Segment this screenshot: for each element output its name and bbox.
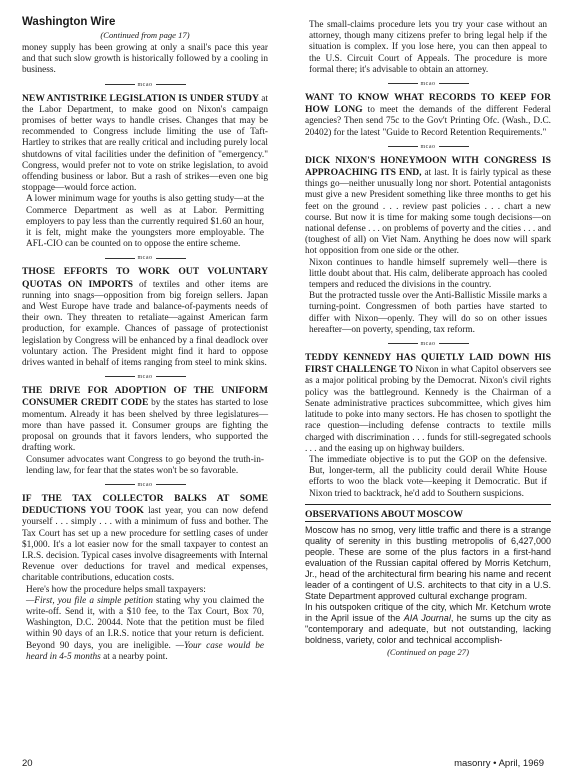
section-kennedy-p2: The immediate objective is to put the GOP on the defensive. But, longer-term, all the publicity could derail White House efforts to woo the black vote—keeping it Democratic. But if Nixon tried to backtrack, he'd add to Southern suspicions. xyxy=(309,454,547,499)
section-records-head: WANT TO KNOW WHAT RECORDS TO KEEP FOR HOW LONG xyxy=(305,92,551,116)
ornament: mcao xyxy=(305,341,551,348)
section-nixon-p3: But the protracted tussle over the Anti-Ballistic Missile marks a turning-point. Congressmen of both parties have started to differ with Nixon—openly. They will do so on other issues hereafter—on poverty, spending, tax reform. xyxy=(309,291,547,335)
page-number: 20 xyxy=(22,758,33,769)
section-kennedy: TEDDY KENNEDY HAS QUIETLY LAID DOWN HIS FIRST CHALLENGE TO Nixon in what Capitol observers see as a major political probing by the Democrat. Nixon's civil rights policy was the battleground. Kennedy is the Chairman of a Senate administrative practices subcommittee, which gives him latitude to poke into many sectors. He has chosen to spotlight the race question—including defense contracts to textile mills charged with discrimination . . . funds for still-segregated schools . . . and the easing up on highway builders. xyxy=(305,352,551,454)
section-nixon-p2: Nixon continues to handle himself supremely well—there is little doubt about that. His calm, deliberate approach has cooled tempers and reduced the divisions in the country. xyxy=(309,257,547,291)
right-intro: The small-claims procedure lets you try your case without an attorney, though many citizens prefer to bring legal help if the situation is complex. If you lose here, you can then appeal to the U.S. Circuit Court of Appeals. The procedure is more formal there; it's advisable to obtain an attorney. xyxy=(309,20,547,75)
section-antistrike: NEW ANTISTRIKE LEGISLATION IS UNDER STUDY at the Labor Department, to make good on Nixon's campaign promises of better ways to handle crises. Changes that may be recommended to Congress include limiting the use of Taft-Hartley to strikes that are really critical and including purely local shutdowns of vital facilities under the definition of "emergency." Congress, would prefer not to vote on strike legislation, to avoid offending business or labor. But a rash of strikes—even one big stoppage—would force action. xyxy=(22,92,268,194)
section-moscow-head: OBSERVATIONS ABOUT MOSCOW xyxy=(305,509,551,522)
section-quotas-head: THOSE EFFORTS TO WORK OUT VOLUNTARY QUOTAS ON IMPORTS xyxy=(22,266,268,290)
masthead: Washington Wire xyxy=(22,16,116,28)
section-nixon: DICK NIXON'S HONEYMOON WITH CONGRESS IS APPROACHING ITS END, at last. It is fairly typical as these things go—neither unusually long nor short. Potential antagonists must give a new President something like three months to get his feet on the ground . . . review past policies . . . chart a new course. But now it is time for making some tough decisions—on national defense . . . on problems of poverty and the cities . . . and (toughest of all) on Viet Nam. Anything he does now will spark hot opposition from one side or the other. xyxy=(305,154,552,257)
publication-info: masonry • April, 1969 xyxy=(454,758,544,769)
section-tax-p3: —First, you file a simple petition stating why you claimed the write-off. Send it, with a $10 fee, to the Tax Court, Box 70, Washington, D.C. 20044. Note that the petition must be filed within 90 days of an I.R.S. notice that your return is deficient. Beyond 90 days, you are ineligible. —Your case would be heard in 4-5 months at a nearby point. xyxy=(26,595,265,662)
ornament: mcao xyxy=(22,82,268,89)
continued-from: (Continued from page 17) xyxy=(100,30,190,40)
section-tax: IF THE TAX COLLECTOR BALKS AT SOME DEDUCTIONS YOU TOOK last year, you can now defend yourself . . . simply . . . with a minimum of fuss and bother. The Tax Court has set up a new procedure for settling cases of under $1,000. It's a lot easier now for the small taxpayer to contest an I.R.S. decision. Typical cases involve disagreements with Internal Revenue over deductions for travel and medical expenses, charitable contributions, education costs. xyxy=(22,492,268,584)
section-antistrike-p2: A lower minimum wage for youths is also getting study—at the Commerce Department as well as at Labor. Permitting employers to pay less than the currently required $1.60 an hour, it is felt, might make the youngsters more employable. The AFL-CIO can be counted on to oppose the entire scheme. xyxy=(26,194,264,250)
ornament: mcao xyxy=(22,255,268,262)
section-moscow-body: Moscow has no smog, very little traffic and there is a strange quality of serenity in this bustling metropolis of 6,427,000 people. These are some of the plus factors in a first-hand evaluation of the Russian capital offered by Morris Ketchum, Jr., head of the architectural firm bearing his name and recent leader of a contingent of U.S. architects to that city in a U.S. State Department approved cultural exchange program. xyxy=(305,524,551,601)
section-quotas: THOSE EFFORTS TO WORK OUT VOLUNTARY QUOTAS ON IMPORTS of textiles and other items are running into snags—opposition from big foreign sellers. Japan and West Europe have trade and balance-of-payments needs of their own. They threaten to retaliate—against American farm production, for example. Chances of passage of protectionist legislation by Congress will be enhanced by a final deadlock over voluntary action. The President might find it hard to oppose drives wanted in behalf of items ranging from steel to mink skins. xyxy=(22,266,268,369)
section-kennedy-head: TEDDY KENNEDY HAS QUIETLY LAID DOWN HIS FIRST CHALLENGE TO xyxy=(305,352,551,376)
ornament: mcao xyxy=(305,144,551,151)
ornament: mcao xyxy=(22,374,268,381)
section-tax-head: IF THE TAX COLLECTOR BALKS AT SOME DEDUCTIONS YOU TOOK xyxy=(22,492,268,517)
section-credit-code-p2: Consumer advocates want Congress to go beyond the truth-in-lending law, for fear that the states won't be so favorable. xyxy=(26,454,264,476)
section-nixon-head: DICK NIXON'S HONEYMOON WITH CONGRESS IS APPROACHING ITS END, xyxy=(305,154,551,179)
section-credit-code-head: THE DRIVE FOR ADOPTION OF THE UNIFORM CONSUMER CREDIT CODE xyxy=(22,385,268,409)
left-column xyxy=(22,16,268,663)
continued-to: (Continued on page 27) xyxy=(387,646,469,657)
right-column xyxy=(305,20,551,658)
ornament: mcao xyxy=(305,81,551,88)
left-intro: money supply has been growing at only a snail's pace this year and that such slow growth is historically followed by a cooling in business. xyxy=(22,43,268,76)
section-credit-code: THE DRIVE FOR ADOPTION OF THE UNIFORM CONSUMER CREDIT CODE by the states has started to lose momentum. Already it has been shelved by three legislatures—more than have passed it. Consumer groups are fighting the proposal on grounds that it favors lenders, who supported the drafting work. xyxy=(22,385,269,454)
section-antistrike-head: NEW ANTISTRIKE LEGISLATION IS UNDER STUDY xyxy=(22,92,259,104)
section-records: WANT TO KNOW WHAT RECORDS TO KEEP FOR HOW LONG to meet the demands of the different Federal agencies? Then send 75c to the Gov't Printing Ofc. (Wash., D.C. 20402) for the latest "Guide to Record Retention Requirements." xyxy=(305,92,551,138)
section-rule xyxy=(305,504,551,505)
section-tax-p2: Here's how the procedure helps small taxpayers: xyxy=(26,584,206,595)
section-moscow-p2: In his outspoken critique of the city, which Mr. Ketchum wrote in the April issue of the AIA Journal, he sums up the city as "contemporary and adequate, but not outstanding, lacking boldness, variety, color and technical accomplish- xyxy=(305,601,551,645)
ornament: mcao xyxy=(22,482,268,489)
